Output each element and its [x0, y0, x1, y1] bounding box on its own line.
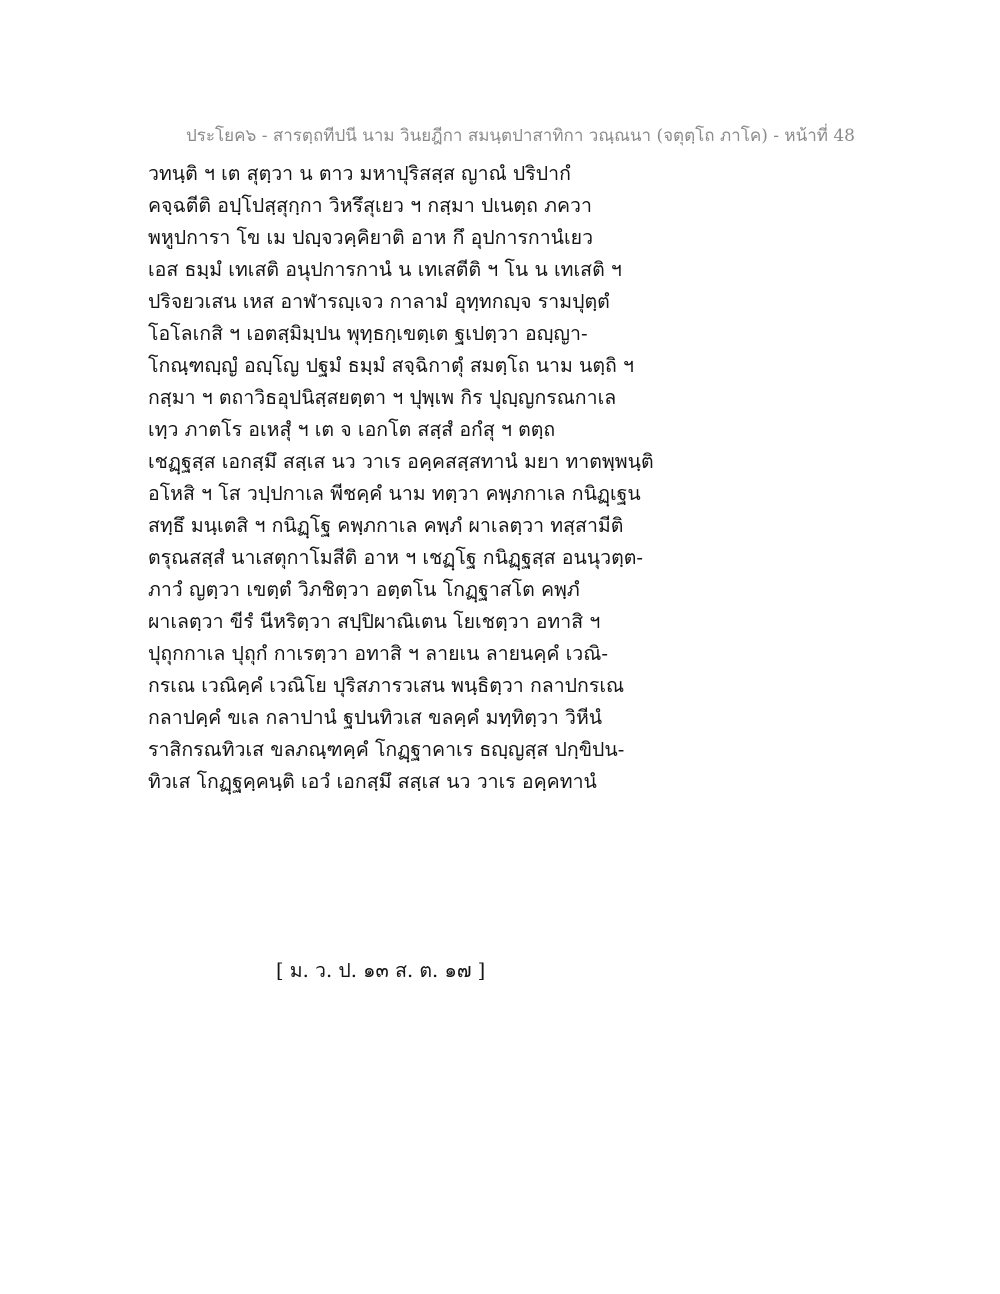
text-line: กลาปคฺคํ ขเล กลาปานํ ฐปนทิวเส ขลคฺคํ มทฺทิตฺวา วิหีนํ [148, 706, 603, 729]
text-line: เอส ธมฺมํ เทเสติ อนุปการกานํ น เทเสตีติ ฯ โน น เทเสติ ฯ [148, 258, 622, 281]
text-line: กรเณ เวณิคฺคํ เวณิโย ปุริสภารวเสน พนฺธิตฺวา กลาปกรเณ [148, 674, 625, 697]
text-line: ราสิกรณทิวเส ขลภณฺฑคฺคํ โกฏฺฐาคาเร ธญฺญสฺส ปกฺขิปน- [148, 738, 625, 761]
text-line: โอโลเกสิ ฯ เอตสฺมิมฺปน พุทฺธกฺเขตฺเต ฐเปตฺวา อญฺญา- [148, 322, 588, 345]
text-line: ปริจยวเสน เหส อาฬารญฺเจว กาลามํ อุทฺทกญฺจ รามปุตฺตํ [148, 290, 610, 313]
text-line: ภาวํ ญตฺวา เขตฺตํ วิภชิตฺวา อตฺตโน โกฏฺฐาสโต คพฺภํ [148, 578, 580, 601]
text-line: กสฺมา ฯ ตถาวิธอุปนิสฺสยตฺตา ฯ ปุพฺเพ กิร ปุญฺญกรณกาเล [148, 386, 617, 409]
text-line: พหูปการา โข เม ปญฺจวคฺคิยาติ อาห กึ อุปการกานํเยว [148, 226, 594, 249]
text-line: ตรุณสสฺสํ นาเสตุกาโมสีติ อาห ฯ เชฏฺโฐ กนิฏฺฐสฺส อนนุวตฺต- [148, 546, 644, 569]
page-header: ประโยค๖ - สารตฺถทีปนี นาม วินยฎีกา สมนฺตปาสาทิกา วณฺณนา (จตุตฺโถ ภาโค) - หน้าที่ 48 [186, 126, 855, 146]
text-line: เทฺว ภาตโร อเหสุํ ฯ เต จ เอกโต สสฺสํ อกํสุ ฯ ตตฺถ [148, 418, 556, 441]
source-reference: [ ม. ว. ป. ๑๓ ส. ต. ๑๗ ] [276, 959, 486, 982]
text-line: อโหสิ ฯ โส วปฺปกาเล พีชคฺคํ นาม ทตฺวา คพฺภกาเล กนิฏฺเฐน [148, 482, 641, 505]
text-line: ปุถุกกาเล ปุถุกํ กาเรตฺวา อทาสิ ฯ ลายเน ลายนคฺคํ เวณิ- [148, 642, 608, 665]
text-line: ผาเลตฺวา ขีรํ นีหริตฺวา สปฺปิผาณิเตน โยเชตฺวา อทาสิ ฯ [148, 610, 601, 633]
text-line: ทิวเส โกฏฺฐคฺคนฺติ เอวํ เอกสฺมึ สสฺเส นว วาเร อคฺคทานํ [148, 770, 597, 793]
text-line: คจฺฉตีติ อปฺโปสฺสุกฺกา วิหรึสุเยว ฯ กสฺมา ปเนตฺถ ภควา [148, 194, 592, 217]
body-text [148, 158, 688, 798]
text-line: วทนฺติ ฯ เต สุตฺวา น ตาว มหาปุริสสฺส ญาณํ ปริปากํ [148, 162, 571, 185]
text-line: เชฏฺฐสฺส เอกสฺมึ สสฺเส นว วาเร อคฺคสสฺสทานํ มยา ทาตพฺพนฺติ [148, 450, 654, 473]
text-line: โกณฺฑญฺญํ อญฺโญ ปฐมํ ธมฺมํ สจฺฉิกาตุํ สมตฺโถ นาม นตฺถิ ฯ [148, 354, 635, 377]
text-line: สทฺธึ มนฺเตสิ ฯ กนิฏฺโฐ คพฺภกาเล คพฺภํ ผาเลตฺวา ทสฺสามีติ [148, 514, 624, 537]
